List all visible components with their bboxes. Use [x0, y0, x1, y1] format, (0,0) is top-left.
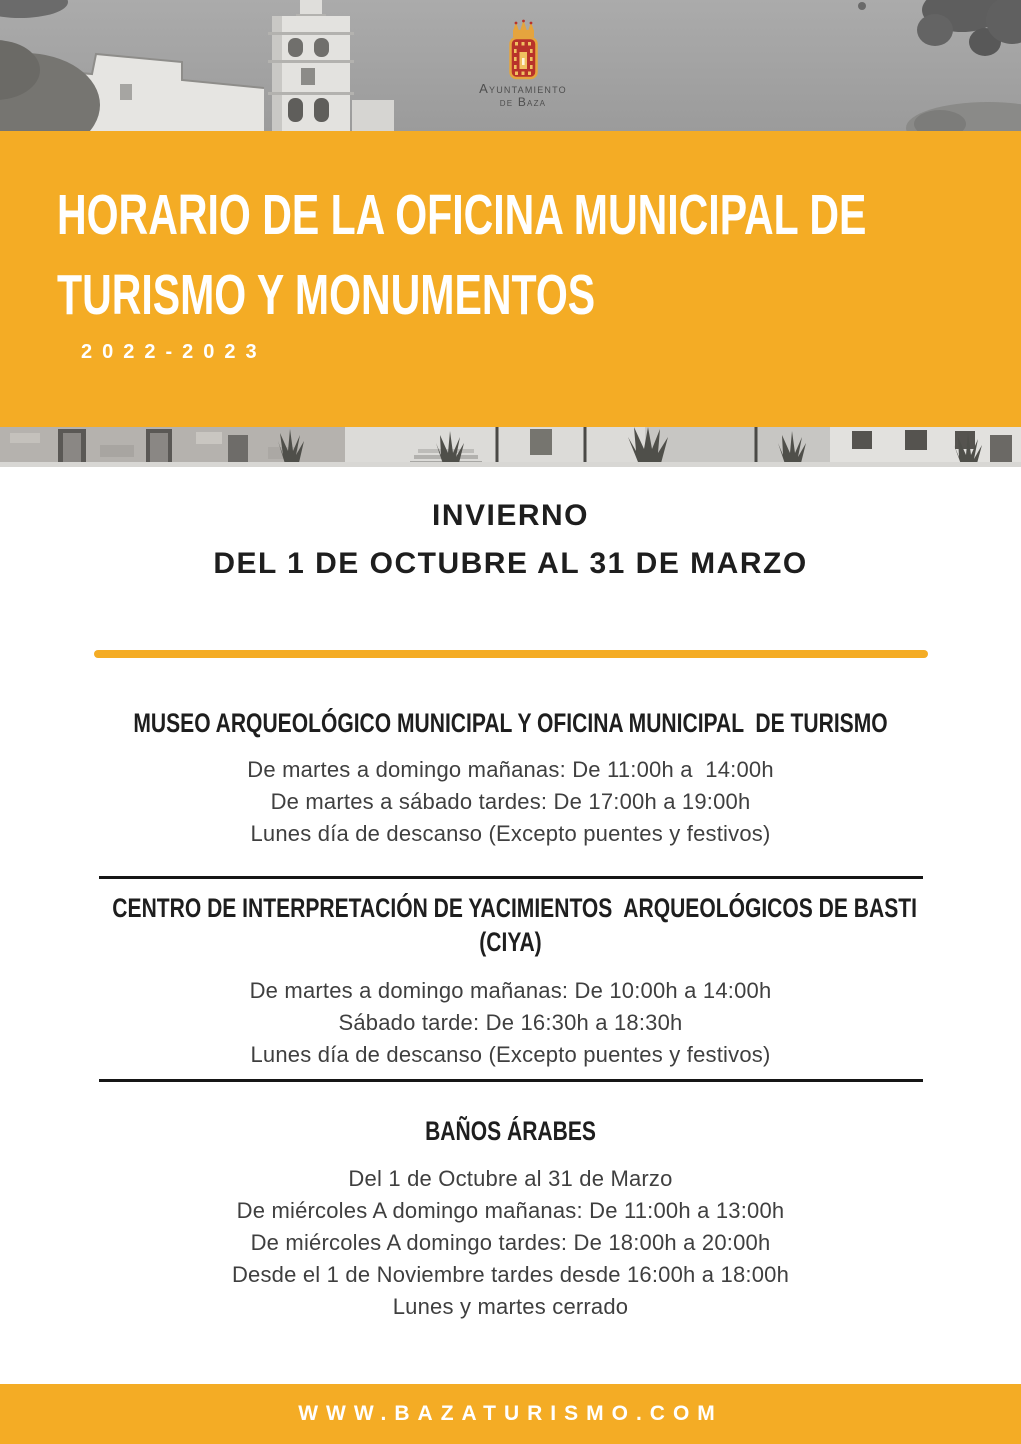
schedule-content — [0, 467, 1021, 1384]
section-schedule — [0, 1163, 1021, 1323]
title-banner — [0, 131, 1021, 427]
header-photo — [0, 0, 1021, 131]
bell-tower — [268, 0, 354, 131]
schedule-line: De miércoles A domingo tardes: De 18:00h a 20:00h — [250, 1230, 771, 1255]
schedule-line: Lunes día de descanso (Excepto puentes y festivos) — [250, 821, 771, 846]
pavement — [0, 462, 1021, 467]
schedule-line: Sábado tarde: De 16:30h a 18:30h — [338, 1010, 683, 1035]
schedule-line: Lunes y martes cerrado — [392, 1294, 629, 1319]
header-photo-scene — [0, 0, 1021, 131]
section-heading: BAÑOS ÁRABES — [425, 1116, 596, 1146]
section-heading: CENTRO DE INTERPRETACIÓN DE YACIMIENTOS ARQUEOLÓGICOS DE BASTI — [112, 893, 917, 923]
season-date-range: DEL 1 DE OCTUBRE AL 31 DE MARZO — [213, 547, 808, 580]
street-photo-scene — [0, 427, 1021, 467]
poster-title-line2: TURISMO Y MONUMENTOS — [57, 263, 596, 327]
schedule-line: Del 1 de Octubre al 31 de Marzo — [348, 1166, 673, 1191]
footer-bar — [0, 1384, 1021, 1444]
schedule-line: De martes a domingo mañanas: De 11:00h a 14:00h — [247, 757, 774, 782]
logo-caption-line2: de Baza — [499, 95, 547, 109]
season-name: INVIERNO — [431, 499, 590, 532]
poster-years: 2022-2023 — [81, 341, 267, 363]
section-schedule — [0, 975, 1021, 1071]
street-photo-strip — [0, 427, 1021, 467]
black-divider — [99, 1079, 923, 1082]
schedule-line: De martes a domingo mañanas: De 10:00h a 14:00h — [249, 978, 772, 1003]
black-divider — [99, 876, 923, 879]
section-heading: MUSEO ARQUEOLÓGICO MUNICIPAL Y OFICINA MUNICIPAL DE TURISMO — [133, 708, 888, 738]
season-heading — [0, 492, 1021, 588]
logo-caption-line1: Ayuntamiento — [479, 81, 567, 96]
schedule-line: De martes a sábado tardes: De 17:00h a 19:00h — [270, 789, 751, 814]
schedule-line: Desde el 1 de Noviembre tardes desde 16:00h a 18:00h — [231, 1262, 790, 1287]
yellow-divider — [94, 650, 928, 658]
section-ciya — [0, 891, 1021, 1071]
section-banos-arabes — [0, 1114, 1021, 1323]
poster-title-line1: HORARIO DE LA OFICINA MUNICIPAL DE — [57, 183, 867, 247]
section-schedule — [0, 754, 1021, 850]
schedule-line: Lunes día de descanso (Excepto puentes y festivos) — [250, 1042, 771, 1067]
section-heading-line2: (CIYA) — [479, 927, 542, 957]
schedule-line: De miércoles A domingo mañanas: De 11:00h a 13:00h — [236, 1198, 785, 1223]
section-museo-arqueologico — [0, 706, 1021, 850]
footer-website-url: WWW.BAZATURISMO.COM — [298, 1402, 723, 1425]
